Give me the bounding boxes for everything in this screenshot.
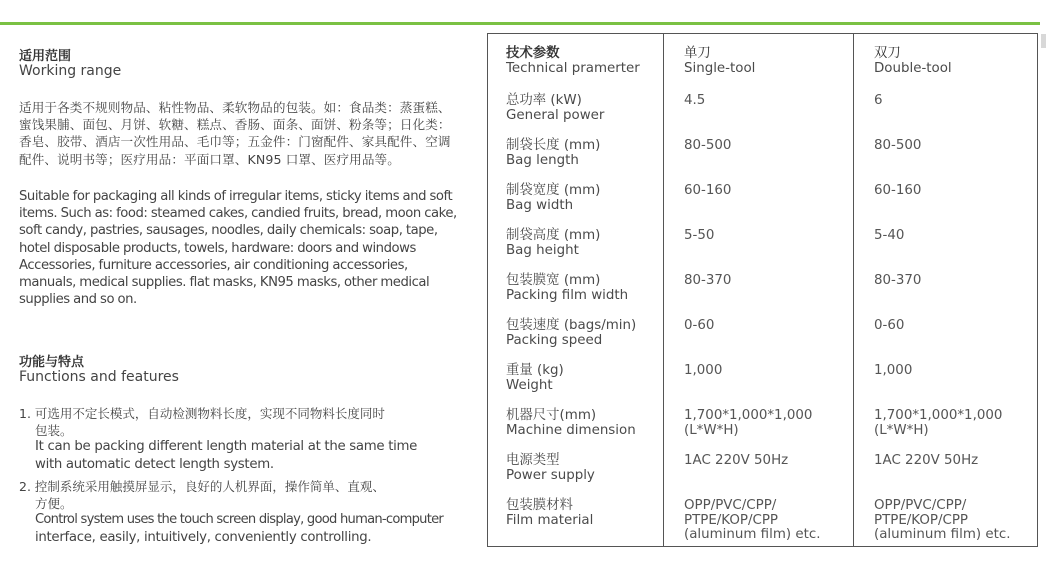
value-line: 60-160 [874, 183, 922, 198]
row-double-value [874, 229, 904, 244]
row-double-value [874, 184, 921, 199]
value-line: 6 [874, 93, 883, 108]
header-double-cn: 双刀 [874, 46, 901, 61]
row-label-cn: 重量 (kg) [506, 363, 564, 378]
features-title-cn: 功能与特点 [19, 355, 85, 370]
row-label-cn: 机器尺寸(mm) [506, 408, 597, 423]
column-divider [663, 34, 664, 546]
value-line: 0-60 [684, 318, 715, 333]
feature-1-cn-line1: 1. 可选用不定长模式，自动检测物料长度，实现不同物料长度同时 [19, 406, 385, 421]
row-single-value [684, 274, 731, 289]
row-double-value [874, 139, 921, 154]
row-label-cn: 总功率 (kW) [506, 93, 582, 108]
value-line: PTPE/KOP/CPP [874, 512, 968, 528]
row-double-value [874, 364, 912, 379]
value-line: 60-160 [684, 183, 732, 198]
header-param-en: Technical pramerter [506, 60, 640, 76]
row-single-value [684, 409, 812, 438]
row-label-en: Bag height [506, 242, 579, 258]
features-title-en: Functions and features [19, 369, 179, 385]
row-single-value [684, 94, 705, 109]
row-single-value [684, 454, 788, 469]
row-label-en: Bag width [506, 197, 574, 213]
value-line: OPP/PVC/CPP/ [874, 498, 967, 513]
row-single-value [684, 139, 731, 154]
feature-1-en-line1: It can be packing different length material at the same time [35, 439, 418, 454]
header-param [506, 47, 640, 76]
value-line: 80-500 [874, 138, 922, 153]
value-line: (L*W*H) [684, 422, 739, 438]
value-line: 1AC 220V 50Hz [684, 453, 789, 468]
row-label [506, 94, 604, 123]
row-double-value [874, 409, 1002, 438]
header-single-cn: 单刀 [684, 46, 711, 61]
value-line: 80-370 [684, 273, 732, 288]
row-label [506, 139, 600, 168]
row-double-value [874, 94, 883, 109]
row-label [506, 319, 636, 348]
row-label-cn: 制袋宽度 (mm) [506, 183, 601, 198]
row-label-cn: 制袋长度 (mm) [506, 138, 601, 153]
row-label-en: Weight [506, 377, 553, 393]
feature-1-en-line2: with automatic detect length system. [35, 457, 274, 472]
row-label-en: Packing speed [506, 332, 603, 348]
value-line: 1,000 [684, 363, 723, 378]
row-double-value [874, 499, 1010, 543]
feature-2-en-line2: interface, easily, intuitively, conveniently controlling. [35, 530, 372, 545]
value-line: 80-500 [684, 138, 732, 153]
row-single-value [684, 364, 722, 379]
working-range-desc-en: Suitable for packaging all kinds of irregular items, sticky items and soft items. Such as: food: steamed cakes, candied fruits, bread, moon cake, soft candy, pastries, sausages, noodles, daily chemicals: soap, tape, hotel disposable products, towels, hardware: doors and windows Accessories, furniture accessories, air conditioning accessories, manuals, medical supplies. flat masks, KN95 masks, other medical supplies and so on. [19, 189, 457, 308]
row-label-en: Film material [506, 512, 594, 528]
header-single-en: Single-tool [684, 60, 756, 76]
row-label-cn: 制袋高度 (mm) [506, 228, 601, 243]
row-double-value [874, 319, 904, 334]
value-line: (aluminum film) etc. [874, 527, 1011, 542]
value-line: 0-60 [874, 318, 905, 333]
value-line: 5-50 [684, 228, 715, 243]
row-label-en: General power [506, 107, 605, 123]
row-double-value [874, 274, 921, 289]
feature-1-cn-line2: 包装。 [35, 423, 73, 438]
row-label-cn: 包装速度 (bags/min) [506, 318, 637, 333]
column-divider [853, 34, 854, 546]
value-line: 1,000 [874, 363, 913, 378]
row-single-value [684, 229, 714, 244]
row-label-cn: 包装膜材料 [506, 498, 573, 513]
row-label-en: Bag length [506, 152, 579, 168]
header-double [874, 47, 952, 76]
value-line: 80-370 [874, 273, 922, 288]
working-range-title-cn: 适用范围 [19, 49, 72, 64]
value-line: OPP/PVC/CPP/ [684, 498, 777, 513]
row-label [506, 499, 593, 528]
top-accent-line [0, 22, 1040, 25]
row-label [506, 364, 564, 393]
working-range-desc-cn: 适用于各类不规则物品、粘性物品、柔软物品的包装。如：食品类：蒸蛋糕、蜜饯果脯、面包、月饼、软糖、糕点、香肠、面条、面饼、粉条等；日化类：香皂、胶带、酒店一次性用品、毛巾等；五金件：门窗配件、家具配件、空调配件、说明书等；医疗用品：平面口罩、KN95 口罩、医疗用品等。 [19, 100, 451, 167]
value-line: (aluminum film) etc. [684, 527, 821, 542]
working-range-title-en: Working range [19, 63, 122, 79]
header-double-en: Double-tool [874, 60, 952, 76]
value-line: PTPE/KOP/CPP [684, 512, 778, 528]
value-line: 1,700*1,000*1,000 [684, 408, 813, 423]
row-label [506, 409, 636, 438]
header-single [684, 47, 755, 76]
row-label-en: Packing film width [506, 287, 629, 303]
value-line: 1,700*1,000*1,000 [874, 408, 1003, 423]
page-edge-mark [1041, 34, 1046, 48]
spec-table [487, 33, 1038, 547]
feature-2-cn-line2: 方便。 [35, 496, 73, 511]
value-line: 5-40 [874, 228, 905, 243]
value-line: 4.5 [684, 93, 706, 108]
value-line: (L*W*H) [874, 422, 929, 438]
row-label [506, 454, 595, 483]
header-param-cn: 技术参数 [506, 46, 560, 61]
row-label [506, 229, 600, 258]
feature-2-en-line1: Control system uses the touch screen display, good human-computer [35, 512, 444, 527]
row-label-cn: 电源类型 [506, 453, 560, 468]
row-label-cn: 包装膜宽 (mm) [506, 273, 601, 288]
row-label [506, 184, 600, 213]
value-line: 1AC 220V 50Hz [874, 453, 979, 468]
row-double-value [874, 454, 978, 469]
row-label-en: Power supply [506, 467, 595, 483]
row-single-value [684, 319, 714, 334]
row-label [506, 274, 628, 303]
row-label-en: Machine dimension [506, 422, 636, 438]
row-single-value [684, 499, 820, 543]
row-single-value [684, 184, 731, 199]
feature-2-cn-line1: 2. 控制系统采用触摸屏显示，良好的人机界面，操作简单、直观、 [19, 479, 385, 494]
